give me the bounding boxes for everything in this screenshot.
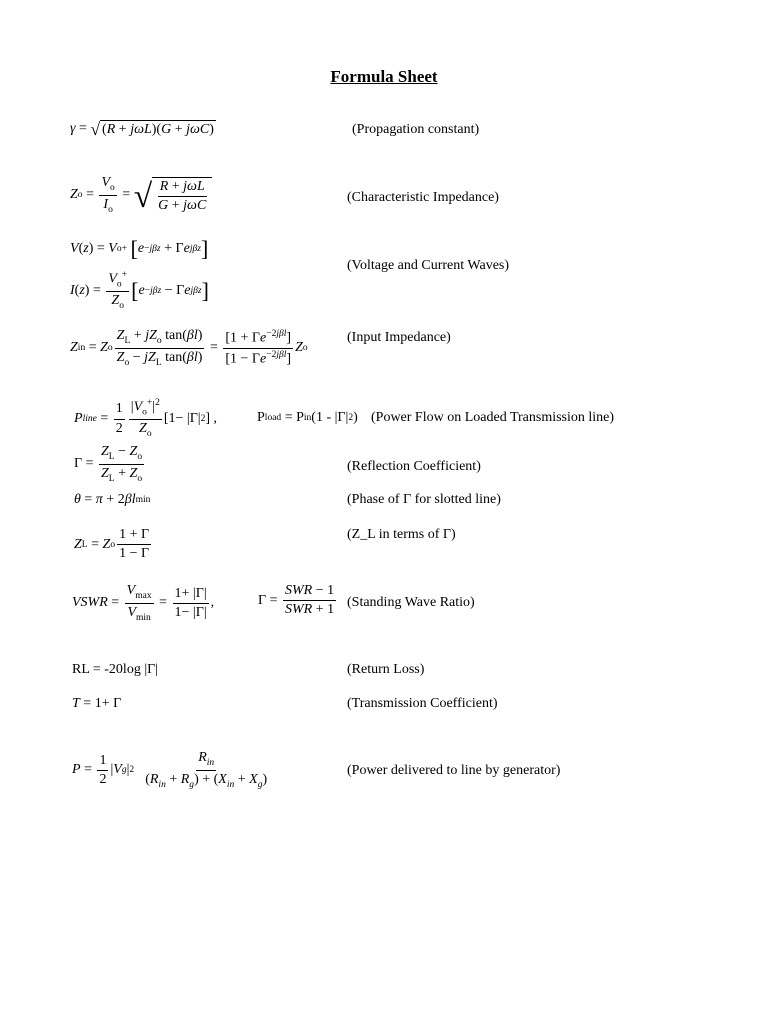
- transmission-formula: T = 1+ Γ: [72, 696, 122, 711]
- transmission-desc: (Transmission Coefficient): [347, 696, 498, 711]
- vswr-desc: (Standing Wave Ratio): [347, 595, 475, 610]
- waves-desc: (Voltage and Current Waves): [347, 258, 510, 273]
- power-load-formula: P load = P in (1 - |Γ| 2 ): [257, 410, 358, 425]
- propagation-desc: (Propagation constant): [352, 122, 480, 137]
- input-impedance-formula: Z in = Z o $Z_L + jZ_o$ tan(βl) $Z_o - jZ_L$ tan(βl) = $[1 + \Gamma e^{-2j\beta l}]$ $[1 - \Gamma e^{-2j\beta l}]$ Z o: [70, 328, 308, 368]
- page-title: Formula Sheet: [330, 67, 438, 86]
- power-flow-desc: (Power Flow on Loaded Transmission line): [371, 410, 615, 425]
- return-loss-formula: RL = -20log |Γ|: [72, 662, 159, 677]
- zl-formula: Z L = Z o 1 + Γ 1 − Γ: [74, 527, 150, 562]
- phase-desc: (Phase of Γ for slotted line): [347, 492, 501, 507]
- return-loss-desc: (Return Loss): [347, 662, 425, 677]
- vswr-formula: VSWR = $V_{max}$ $V_{min}$ = 1+ |Γ| 1− |Γ| ,: [72, 583, 215, 623]
- voltage-wave-formula: V ( z ) = V o + [ e −jβz + Γ e jβz ]: [70, 236, 209, 261]
- power-line-formula: P line = 1 2 $|V_o^+|^2$ $Z_o$ [1− |Γ| 2 ] ,: [74, 398, 218, 440]
- power-delivered-formula: P = 1 2 | V g | 2 $R_{in}$ $(R_{in} + R_g) + (X_{in} + X_g)$: [72, 750, 268, 790]
- characteristic-formula: Z o = $V_o$ $I_o$ = √ R + jωL G + jωC: [70, 175, 212, 215]
- reflection-formula: Γ = $Z_L - Z_o$ $Z_L + Z_o$: [74, 444, 143, 484]
- current-wave-formula: I ( z ) = $V_o^+$ $Z_o$ [ e −jβz − Γ e jβz ]: [70, 270, 209, 312]
- gamma-from-swr-formula: Γ = SWR − 1 SWR + 1: [258, 583, 335, 618]
- propagation-formula: γ = √ ( R + jωL )( G + jωC ): [70, 118, 214, 139]
- characteristic-desc: (Characteristic Impedance): [347, 190, 499, 205]
- zl-desc: (Z_L in terms of Γ): [347, 527, 456, 542]
- power-delivered-desc: (Power delivered to line by generator): [347, 763, 561, 778]
- phase-formula: θ = π + 2 βl min: [74, 492, 151, 507]
- input-impedance-desc: (Input Impedance): [347, 330, 451, 345]
- reflection-desc: (Reflection Coefficient): [347, 459, 481, 474]
